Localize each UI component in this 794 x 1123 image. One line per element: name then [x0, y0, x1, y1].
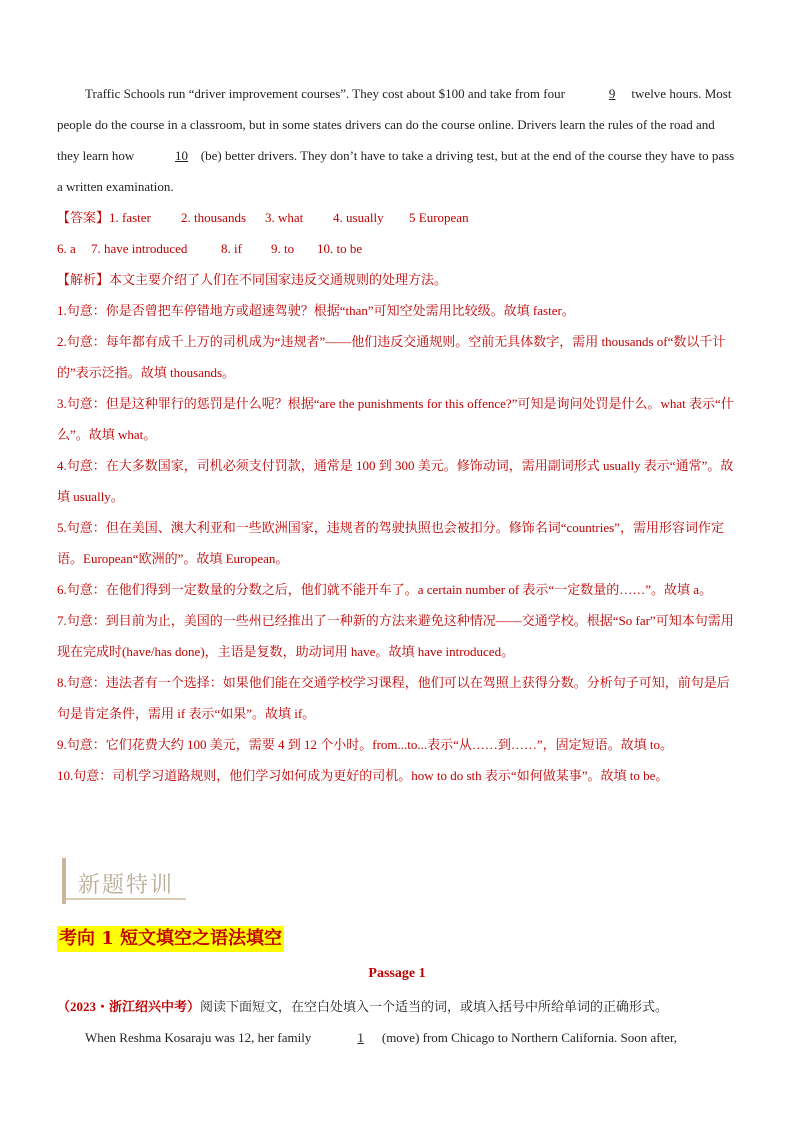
analysis-item: 10.句意：司机学习道路规则，他们学习如何成为更好的司机。how to do sth 表示“如何做某事”。故填 to be。 [57, 768, 669, 783]
answer-item: 6. a [57, 241, 76, 256]
instruction-text: 阅读下面短文，在空白处填入一个适当的词，或填入括号中所给单词的正确形式。 [200, 999, 669, 1014]
answer-label: 【答案】 [57, 210, 110, 225]
analysis-item: 7.句意：到目前为止，美国的一些州已经推出了一种新的方法来避免这种情况——交通学校。根据“So far”可知本句需用现在完成时(have/has done)，主语是复数，助动词用 have。故填 have introduced。 [57, 613, 734, 659]
blank-10: 10 [175, 148, 189, 163]
answer-row-2 [57, 233, 737, 264]
passage-text: When Reshma Kosaraju was 12, her family [85, 1030, 315, 1045]
exam-source: （2023・浙江绍兴中考） [57, 999, 201, 1014]
section-heading [62, 858, 192, 904]
analysis-item: 8.句意：违法者有一个选择：如果他们能在交通学校学习课程，他们可以在驾照上获得分数。分析句子可知，前句是后句是肯定条件，需用 if 表示“如果”。故填 if。 [57, 675, 730, 721]
analysis-item: 2.句意：每年都有成千上万的司机成为“违规者”——他们违反交通规则。空前无具体数字，需用 thousands of“数以千计的”表示泛指。故填 thousands。 [57, 334, 726, 380]
answer-item: 10. to be [317, 241, 363, 256]
analysis-item: 9.句意：它们花费大约 100 美元，需要 4 到 12 个小时。from...to...表示“从……到……”，固定短语。故填 to。 [57, 737, 674, 752]
analysis-item: 3.句意：但是这种罪行的惩罚是什么呢？根据“are the punishments for this offence?”可知是询问处罚是什么。what 表示“什么”。故填 what。 [57, 396, 734, 442]
answer-item: 9. to [271, 241, 295, 256]
passage-text: (be) better drivers. They don’t have to take a driving test, but at the end of the course they have to pass a written examination. [57, 148, 735, 194]
passage-paragraph [57, 78, 737, 202]
answer-item: 4. usually [333, 210, 384, 225]
passage-title: Passage 1 [368, 966, 426, 981]
analysis-intro [57, 264, 737, 295]
passage-text: twelve hours. Most people do the course in a classroom, but in some states drivers can do the course online. Drivers learn the rules of the road and they learn how [57, 86, 732, 163]
analysis-item: 1.句意：你是否曾把车停错地方或超速驾驶？根据“than”可知空处需用比较级。故填 faster。 [57, 303, 575, 318]
answer-item: 3. what [265, 210, 304, 225]
answer-item: 8. if [221, 241, 242, 256]
section-heading-title: 新题特训 [78, 873, 175, 898]
passage-first-line [57, 1026, 747, 1050]
document-body [57, 78, 737, 791]
analysis-intro-text: 本文主要介绍了人们在不同国家违反交通规则的处理方法。 [109, 272, 448, 287]
answer-item: 5 European [409, 210, 469, 225]
analysis-item: 6.句意：在他们得到一定数量的分数之后，他们就不能开车了。a certain number of 表示“一定数量的……”。故填 a。 [57, 582, 712, 597]
answer-item: 2. thousands [181, 210, 247, 225]
answer-item: 1. faster [109, 210, 151, 225]
answer-row-1 [57, 202, 737, 233]
answer-item: 7. have introduced [91, 241, 188, 256]
analysis-label: 【解析】 [57, 272, 110, 287]
passage-text: (move) from Chicago to Northern California. Soon after, [378, 1030, 678, 1045]
blank-1: 1 [357, 1030, 364, 1045]
blank-9: 9 [608, 86, 616, 101]
analysis-item: 5.句意：但在美国、澳大利亚和一些欧洲国家，违规者的驾驶执照也会被扣分。修饰名词“countries”，需用形容词作定语。European“欧洲的”。故填 European。 [57, 520, 724, 566]
passage-text: Traffic Schools run “driver improvement courses”. They cost about $100 and take from four [85, 86, 569, 101]
question-instruction [57, 996, 747, 1018]
topic-heading: 考向 1 短文填空之语法填空 [57, 926, 284, 952]
analysis-item: 4.句意：在大多数国家，司机必须支付罚款，通常是 100 到 300 美元。修饰动词，需用副词形式 usually 表示“通常”。故填 usually。 [57, 458, 734, 504]
